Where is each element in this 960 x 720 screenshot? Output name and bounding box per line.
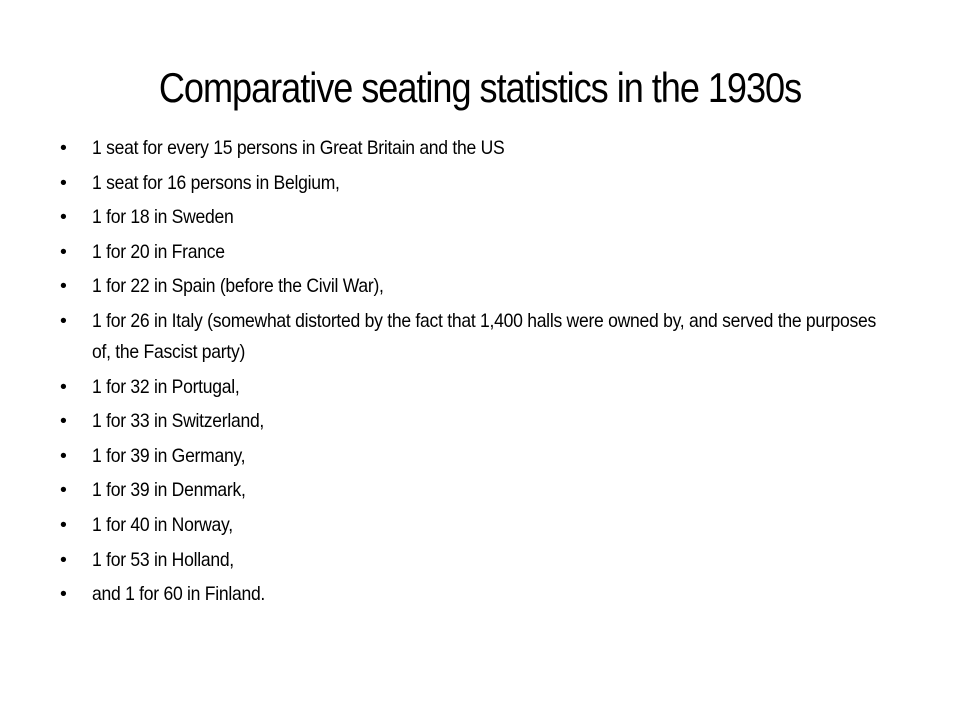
- bullet-dot-icon: •: [60, 479, 67, 502]
- bullet-text: 1 for 33 in Switzerland,: [92, 410, 265, 433]
- bullet-item: [60, 372, 880, 403]
- bullet-item: [60, 271, 880, 302]
- bullet-list: [60, 133, 880, 614]
- bullet-item: [60, 168, 880, 199]
- bullet-dot-icon: •: [60, 309, 67, 332]
- slide-title: Comparative seating statistics in the 1930s: [158, 64, 802, 111]
- bullet-text: 1 for 26 in Italy (somewhat distorted by the fact that 1,400 halls were owned by, and served the purposes of, the Fascist party): [92, 309, 876, 363]
- bullet-item: [60, 510, 880, 541]
- bullet-item: [60, 202, 880, 233]
- bullet-dot-icon: •: [60, 444, 67, 467]
- bullet-text: 1 for 20 in France: [92, 240, 225, 263]
- bullet-item: [60, 133, 880, 164]
- bullet-text: 1 for 18 in Sweden: [92, 206, 234, 229]
- bullet-dot-icon: •: [60, 240, 67, 263]
- bullet-item: [60, 441, 880, 472]
- bullet-text: and 1 for 60 in Finland.: [92, 583, 266, 606]
- bullet-text: 1 seat for 16 persons in Belgium,: [92, 171, 340, 194]
- bullet-text: 1 for 39 in Germany,: [92, 444, 246, 467]
- bullet-item: [60, 306, 880, 368]
- bullet-dot-icon: •: [60, 410, 67, 433]
- bullet-text: 1 seat for every 15 persons in Great Britain and the US: [92, 137, 505, 159]
- bullet-dot-icon: •: [60, 548, 67, 571]
- bullet-text: 1 for 53 in Holland,: [92, 548, 234, 571]
- bullet-dot-icon: •: [60, 171, 67, 194]
- bullet-item: [60, 545, 880, 576]
- bullet-dot-icon: •: [60, 275, 67, 298]
- bullet-dot-icon: •: [60, 206, 67, 229]
- bullet-dot-icon: •: [60, 513, 67, 536]
- bullet-item: [60, 237, 880, 268]
- bullet-item: [60, 475, 880, 506]
- bullet-text: 1 for 39 in Denmark,: [92, 479, 246, 502]
- bullet-dot-icon: •: [60, 583, 67, 606]
- bullet-dot-icon: •: [60, 375, 67, 398]
- bullet-text: 1 for 40 in Norway,: [92, 513, 233, 536]
- bullet-text: 1 for 22 in Spain (before the Civil War),: [92, 275, 384, 298]
- bullet-item: [60, 579, 880, 610]
- bullet-dot-icon: •: [60, 137, 67, 159]
- bullet-text: 1 for 32 in Portugal,: [92, 375, 240, 398]
- bullet-item: [60, 406, 880, 437]
